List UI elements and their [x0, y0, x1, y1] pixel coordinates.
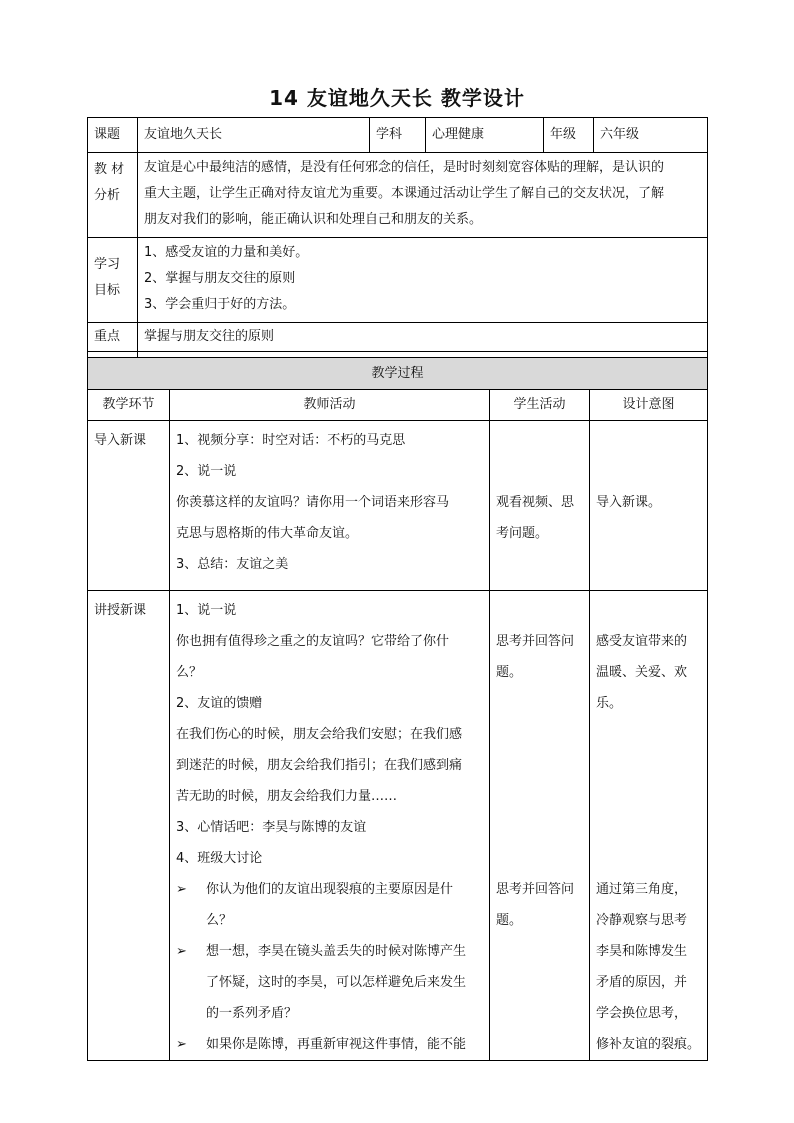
process-band-title: 教学过程 [88, 358, 708, 390]
table-row [88, 421, 708, 591]
analysis-label-line: 教 材 [94, 162, 125, 177]
stage-label: 导入新课 [94, 433, 147, 448]
goal-item: 3、学会重归于好的方法。 [144, 297, 296, 312]
teaching-process-table [87, 357, 708, 1061]
discussion-bullet [176, 1029, 483, 1060]
header-intent: 设计意图 [590, 390, 708, 421]
analysis-label-line: 分析 [94, 188, 121, 203]
student-line: 思考并回答问 [496, 634, 575, 649]
teacher-line: 4、班级大讨论 [176, 851, 263, 866]
teacher-activity-new [170, 591, 490, 1061]
teacher-line: 克思与恩格斯的伟大革命友谊。 [176, 526, 359, 541]
intent-line: 冷静观察与思考 [596, 913, 688, 928]
intent-line: 修补友谊的裂痕。 [596, 1037, 701, 1052]
analysis-text [138, 153, 708, 238]
analysis-label [88, 153, 138, 238]
intent-line: 导入新课。 [596, 495, 662, 510]
bullet-line: 的一系列矛盾？ [206, 1006, 298, 1021]
intent-line: 感受友谊带来的 [596, 634, 688, 649]
student-activity-new [490, 591, 590, 1061]
design-intent-new [590, 591, 708, 1061]
bullet-line: 如果你是陈博，再重新审视这件事情，能不能 [206, 1037, 467, 1052]
goal-item: 1、感受友谊的力量和美好。 [144, 245, 309, 260]
teacher-line: 1、说一说 [176, 603, 237, 618]
student-activity-intro [490, 421, 590, 591]
intent-line: 温暖、关爱、欢 [596, 665, 688, 680]
student-line: 题。 [496, 913, 523, 928]
stage-label: 讲授新课 [94, 603, 147, 618]
goal-item: 2、掌握与朋友交往的原则 [144, 271, 296, 286]
page-title: 14 友谊地久天长 教学设计 [269, 86, 525, 110]
teacher-line: 你也拥有值得珍之重之的友谊吗？它带给了你什 [176, 634, 450, 649]
bullet-line: 想一想，李昊在镜头盖丢失的时候对陈博产生 [206, 944, 467, 959]
discussion-bullet [176, 936, 483, 1029]
grade-label: 年级 [544, 118, 594, 153]
arrow-bullet-icon: ➢ [176, 882, 187, 897]
student-line: 题。 [496, 665, 523, 680]
stage-intro [88, 421, 170, 591]
arrow-bullet-icon: ➢ [176, 1037, 187, 1052]
header-teacher: 教师活动 [170, 390, 490, 421]
teacher-line: 1、视频分享：时空对话：不朽的马克思 [176, 433, 406, 448]
goal-label-line: 目标 [94, 283, 121, 298]
key-value: 掌握与朋友交往的原则 [138, 323, 708, 352]
intent-line: 矛盾的原因，并 [596, 975, 688, 990]
teacher-line: 么？ [176, 665, 203, 680]
lesson-info-table [87, 117, 708, 381]
teacher-line: 3、总结：友谊之美 [176, 557, 289, 572]
arrow-bullet-icon: ➢ [176, 944, 187, 959]
teacher-line: 苦无助的时候，朋友会给我们力量…… [176, 789, 398, 804]
design-intent-intro [590, 421, 708, 591]
header-stage: 教学环节 [88, 390, 170, 421]
teacher-line: 你羡慕这样的友谊吗？请你用一个词语来形容马 [176, 495, 450, 510]
intent-line: 乐。 [596, 696, 623, 711]
student-line: 观看视频、思 [496, 495, 575, 510]
subject-value: 心理健康 [426, 118, 544, 153]
student-line: 思考并回答问 [496, 882, 575, 897]
intent-line: 通过第三角度， [596, 882, 688, 897]
course-label: 课题 [88, 118, 138, 153]
goal-label-line: 学习 [94, 257, 121, 272]
intent-line: 学会换位思考， [596, 1006, 688, 1021]
teacher-line: 3、心情话吧：李昊与陈博的友谊 [176, 820, 367, 835]
subject-label: 学科 [370, 118, 426, 153]
bullet-line: 你认为他们的友谊出现裂痕的主要原因是什 [206, 882, 454, 897]
teacher-line: 2、说一说 [176, 464, 237, 479]
analysis-line: 重大主题，让学生正确对待友谊尤为重要。本课通过活动让学生了解自己的交友状况，了解 [144, 186, 665, 201]
teacher-activity-intro [170, 421, 490, 591]
teacher-line: 2、友谊的馈赠 [176, 696, 263, 711]
teacher-line: 到迷茫的时候，朋友会给我们指引；在我们感到痛 [176, 758, 463, 773]
course-value: 友谊地久天长 [138, 118, 370, 153]
bullet-line: 了怀疑，这时的李昊，可以怎样避免后来发生 [206, 975, 467, 990]
teacher-line: 在我们伤心的时候，朋友会给我们安慰；在我们感 [176, 727, 463, 742]
discussion-bullet [176, 874, 483, 936]
table-row [88, 591, 708, 1061]
intent-line: 李昊和陈博发生 [596, 944, 688, 959]
grade-value: 六年级 [594, 118, 708, 153]
stage-new [88, 591, 170, 1061]
analysis-line: 朋友对我们的影响，能正确认识和处理自己和朋友的关系。 [144, 212, 483, 227]
analysis-line: 友谊是心中最纯洁的感情，是没有任何邪念的信任，是时时刻刻宽容体贴的理解，是认识的 [144, 160, 665, 175]
header-student: 学生活动 [490, 390, 590, 421]
goal-list [138, 238, 708, 323]
bullet-line: 么？ [206, 913, 233, 928]
key-label: 重点 [88, 323, 138, 352]
student-line: 考问题。 [496, 526, 549, 541]
goal-label [88, 238, 138, 323]
